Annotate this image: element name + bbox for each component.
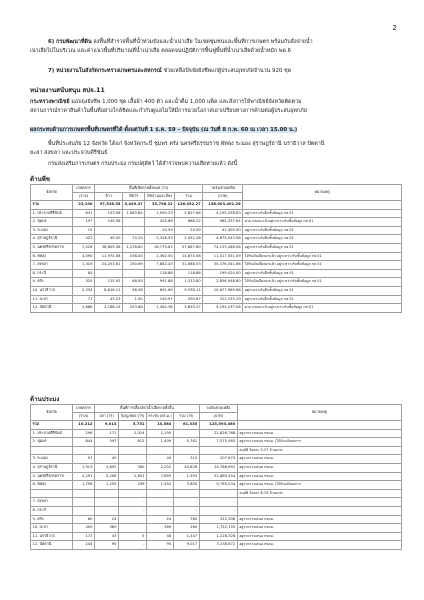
- table-cell-aid: 1,228,328: [199, 532, 237, 541]
- table-cell-aid: 24,786,891: [199, 463, 237, 472]
- table-cell-other: 61,335: [173, 421, 199, 430]
- table-cell-horti: 7,882.43: [145, 261, 175, 270]
- table-cell-farmers: 71: [73, 295, 95, 304]
- table-cell-shrimp: [119, 489, 147, 498]
- table-cell-name: 11. นราธิวาส: [31, 532, 73, 541]
- table-cell-fish: 40: [95, 455, 119, 464]
- paragraph-lead: 7) หน่วยงานในสังกัดกระทรวงเกษตรและสหกรณ์: [48, 68, 162, 74]
- page-number: 2: [392, 24, 397, 32]
- table-cell-fish: 597: [95, 438, 119, 447]
- table-cell-name: 9. ตรัง: [31, 278, 73, 287]
- table-cell-aid: 322,308: [199, 515, 237, 524]
- table-cell-horti: 155.97: [145, 295, 175, 304]
- table-row: [31, 269, 402, 278]
- table-cell-farmers: 1,913: [73, 463, 95, 472]
- table-cell-other: 1,547: [173, 532, 199, 541]
- table-cell-fish: 1,255: [95, 481, 119, 490]
- table-cell-farmers: 60: [73, 515, 95, 524]
- table-cell-farmers: 10,212: [73, 421, 95, 430]
- table-cell-note: ผ่าน กชภอ.แล้วอยู่ระหว่างรับชั้นข้อมูล กษ.01: [243, 304, 402, 313]
- table-cell-rice: 8,816.11: [95, 286, 123, 295]
- table-cell-field: [123, 269, 145, 278]
- fishery-damage-table: [30, 404, 402, 550]
- col-header-province: จังหวัด: [31, 405, 73, 421]
- table-cell-total: 126,052.27: [175, 201, 203, 210]
- table-cell-fish: -: [95, 506, 119, 515]
- table-cell-name: 6. พัทลุง: [31, 481, 73, 490]
- table-cell-other: 315: [173, 455, 199, 464]
- table-cell-shrimp: 812: [119, 438, 147, 447]
- col-header-aid-unit: (บาท): [203, 193, 243, 201]
- table-cell-note: [237, 498, 401, 507]
- table-row: [31, 243, 402, 252]
- table-cell-note: อยู่ระหว่างรับอีกชั้นข้อมูล กษ 01: [243, 235, 402, 244]
- table-cell-note: อยู่ระหว่างเสนอ กชภอ.: [237, 463, 401, 472]
- table-cell-farmers: 1,686: [73, 304, 95, 313]
- table-cell-farmers: 97: [73, 455, 95, 464]
- table-cell-horti: 691.69: [145, 286, 175, 295]
- table-cell-aid: 74,133,466.06: [203, 243, 243, 252]
- table-cell-name: 4. สุราษฎร์ธานี: [31, 463, 73, 472]
- table-cell-aid: 7,575,565: [199, 438, 237, 447]
- table-cell-name: 2. ชุมพร: [31, 438, 73, 447]
- table-cell-name: 10. ยะลา: [31, 524, 73, 533]
- table-cell-shrimp: [119, 446, 147, 455]
- table-cell-farmers: 4,090: [73, 252, 95, 261]
- table-cell-aid: [199, 446, 237, 455]
- table-cell-name: รวม: [31, 201, 73, 210]
- table-cell-aid: [199, 489, 237, 498]
- table-cell-rice: 2,186.19: [95, 304, 123, 313]
- table-cell-name: 12. ปัตตานี: [31, 541, 73, 550]
- table-row: [31, 438, 402, 447]
- table-cell-other: 760: [173, 515, 199, 524]
- table-cell-farmers: 423: [73, 235, 95, 244]
- table-cell-aid: -: [199, 498, 237, 507]
- table-cell-note: ได้รับเงินเยียวยาแล้ว อยู่ระหว่างรับชั้นข้อมูล กษ.01: [243, 252, 402, 261]
- table-cell-name: [31, 446, 73, 455]
- table-cell-total: 3,859.27: [175, 304, 203, 313]
- table-cell-farmers: 325: [73, 278, 95, 287]
- table-cell-horti: 1,462.38: [145, 304, 175, 313]
- table-cell-fish: 9,013: [95, 421, 119, 430]
- table-cell-rice: 11,974.08: [95, 252, 123, 261]
- table-cell-horti: 33,796.22: [145, 201, 175, 210]
- table-cell-total: 1,313.80: [175, 278, 203, 287]
- table-cell-aid: 10,677,985.66: [203, 286, 243, 295]
- table-cell-rice: 49.50: [95, 235, 123, 244]
- table-cell-farmers: [73, 446, 95, 455]
- table-cell-fish: 43: [95, 532, 119, 541]
- table-cell-farmers: 173: [73, 532, 95, 541]
- table-cell-cage: 15,564: [147, 421, 174, 430]
- table-cell-note: อยู่ระหว่างเสนอ กชภอ.: [237, 532, 401, 541]
- col-header-farmers-unit: (ราย): [73, 413, 95, 421]
- table-cell-total: 2,452.28: [175, 235, 203, 244]
- table-cell-cage: -: [147, 498, 174, 507]
- table-cell-total: 31,688.53: [175, 261, 203, 270]
- table-cell-total: 118.88: [175, 269, 203, 278]
- paragraph-text: เน่าเสียไปในบริเวณ และค่าแนวพื้นที่ปริมาณที่น้ำเน่าเสีย ตลอดจนปฏิบัติการฟื้นฟูพื้นที่น้ำเน่าเสียด้วยน้ำหมัก พด.6: [30, 48, 292, 55]
- table-cell-rice: 38,809.38: [95, 243, 123, 252]
- paragraph-lead: 6) กรมพัฒนาที่ดิน: [48, 39, 92, 45]
- table-cell-name: รวม: [31, 421, 73, 430]
- col-header-aid: วงเงินช่วยเหลือ: [203, 185, 243, 193]
- table-cell-other: [173, 489, 199, 498]
- table-cell-name: 3. ระนอง: [31, 226, 73, 235]
- table-cell-field: 1,278.80: [123, 243, 145, 252]
- table-cell-note: อยู่ระหว่างเสนอ กชภอ.: [237, 541, 401, 550]
- table-cell-note: ได้รับเงินเยียวยาแล้ว อยู่ระหว่างรับชั้นข้อมูล กษ 01: [243, 278, 402, 287]
- table-cell-name: 12. ปัตตานี: [31, 304, 73, 313]
- table-cell-note: อยู่ระหว่างรับอีกชั้นข้อมูล กษ 01: [243, 226, 402, 235]
- table-cell-name: 8. กระบี่: [31, 506, 73, 515]
- table-cell-aid: 35,376,541.66: [203, 261, 243, 270]
- table-cell-name: 4. สุราษฎร์ธานี: [31, 235, 73, 244]
- crops-section-title: ด้านพืช: [30, 176, 51, 183]
- col-header-area-group: พื้นที่การเลี้ยงสัตว์น้ำเสียหายทั้งสิ้น: [95, 405, 200, 413]
- table-row: [31, 532, 402, 541]
- table-cell-horti: 118.88: [145, 269, 175, 278]
- table-cell-cage: 48: [147, 532, 174, 541]
- table-cell-fish: 95: [95, 541, 119, 550]
- table-cell-cage: 7,859: [147, 472, 174, 481]
- table-cell-cage: 1,409: [147, 438, 174, 447]
- col-header-cage: กระชัง (ตร.ม.): [147, 413, 174, 421]
- table-cell-note: อยู่ระหว่างเสนอ กชภอ.: [237, 455, 401, 464]
- table-cell-name: 3. ระนอง: [31, 455, 73, 464]
- table-cell-horti: 425.86: [145, 218, 175, 227]
- table-cell-note: อยู่ระหว่างรับอีกชั้นข้อมูล กษ 01: [243, 209, 402, 218]
- table-cell-aid: 984,337.64: [203, 218, 243, 227]
- table-row: [31, 278, 402, 287]
- table-cell-shrimp: 299: [119, 481, 147, 490]
- table-cell-farmers: 23,100: [73, 201, 95, 210]
- table-cell-shrimp: 2,651: [119, 472, 147, 481]
- table-cell-shrimp: [119, 524, 147, 533]
- table-cell-note: อยู่ระหว่างรับอีกชั้นข้อมูล กษ 01: [243, 295, 402, 304]
- table-cell-note: อยู่ระหว่างเสนอ กชภอ.: [237, 524, 401, 533]
- table-cell-note: อนุมัติ ร้อยละ 3.37 ล้านบาท: [237, 446, 401, 455]
- table-cell-horti: 16,779.62: [145, 243, 175, 252]
- table-cell-total: 200.67: [175, 295, 203, 304]
- table-cell-name: 2. ชุมพร: [31, 218, 73, 227]
- table-cell-total: 24.59: [175, 226, 203, 235]
- table-cell-note: อนุมัติ ร้อยละ 8.15 ล้านบาท: [237, 489, 401, 498]
- table-row: [31, 506, 402, 515]
- table-row: [31, 489, 402, 498]
- table-cell-shrimp: -: [119, 498, 147, 507]
- table-cell-farmers: 197: [73, 218, 95, 227]
- table-cell-aid: 11,517,551.09: [203, 252, 243, 261]
- fishery-section-title: ด้านประมง: [30, 396, 60, 403]
- table-cell-fish: [95, 489, 119, 498]
- table-cell-aid: -: [199, 506, 237, 515]
- table-cell-aid: 41,405.00: [203, 226, 243, 235]
- table-cell-aid: 4,875,543.98: [203, 235, 243, 244]
- table-cell-farmers: 244: [73, 541, 95, 550]
- paragraph-text: กรมส่งเสริมการเกษตร กรมประมง กรมปศุสัตว์ ได้สำรวจพบความเสียหายแล้ว ดังนี้: [48, 161, 238, 167]
- table-cell-shrimp: -: [119, 506, 147, 515]
- paragraph-land-development: [30, 38, 402, 57]
- table-cell-cage: 40: [147, 455, 174, 464]
- table-row: [31, 261, 402, 270]
- paragraph-commerce: [30, 98, 402, 117]
- table-cell-name: 5. นครศรีธรรมราช: [31, 472, 73, 481]
- table-cell-farmers: 2,334: [73, 286, 95, 295]
- table-cell-farmers: 1,756: [73, 481, 95, 490]
- crops-damage-table: [30, 184, 402, 313]
- table-cell-other: 40,826: [173, 463, 199, 472]
- paragraph-text: สถานการณ์ราคาสินค้าในพื้นที่อย่างใกล้ชิดและกำกับดูแลไม่ให้มีการฉวยโอกาสเอาเปรียบทางการค้ามต่อผู้ประสบอุทกภัย: [30, 108, 307, 115]
- table-cell-field: [123, 218, 145, 227]
- table-cell-note: อยู่ระหว่างรับอีกชั้นข้อมูล กษ 01: [243, 243, 402, 252]
- col-header-horti: พืชสวนและอื่นๆ: [145, 193, 175, 201]
- table-cell-farmers: -: [73, 506, 95, 515]
- table-cell-fish: [95, 446, 119, 455]
- table-row: [31, 429, 402, 438]
- table-cell-cage: -: [147, 506, 174, 515]
- table-cell-aid: 2,856,948.60: [203, 278, 243, 287]
- table-cell-total: 9,338.11: [175, 286, 203, 295]
- table-cell-shrimp: 5,751: [119, 421, 147, 430]
- table-cell-farmers: 631: [73, 209, 95, 218]
- table-cell-cage: 1,554: [147, 481, 174, 490]
- table-cell-aid: 51,889,554: [199, 472, 237, 481]
- table-cell-cage: 389: [147, 524, 174, 533]
- col-header-farmers: เกษตรกร: [73, 185, 95, 193]
- table-cell-name: 10. นราธิวาส: [31, 286, 73, 295]
- table-cell-rice: 43.23: [95, 295, 123, 304]
- table-cell-name: 6. พัทลุง: [31, 252, 73, 261]
- table-cell-shrimp: [119, 515, 147, 524]
- table-cell-aid: 199,420.00: [203, 269, 243, 278]
- table-cell-field: 1.50: [123, 295, 145, 304]
- table-row: [31, 218, 402, 227]
- col-header-fish: ปลา (ไร่): [95, 413, 119, 421]
- table-cell-shrimp: 2,024: [119, 429, 147, 438]
- table-cell-fish: 24: [95, 515, 119, 524]
- paragraph-text: ยะลา สงขลา และประจวบคีรีขันธ์: [30, 150, 108, 157]
- table-cell-aid: 22,826,768: [199, 429, 237, 438]
- table-cell-note: อยู่ระหว่างเสนอ กชภอ.: [237, 429, 401, 438]
- table-cell-name: 1. ประจวบคีรีขันธ์: [31, 209, 73, 218]
- table-cell-cage: 2,195: [147, 429, 174, 438]
- paragraph-text: ช่วยเหลือปัจจัยยังชีพแก่ผู้ประสบอุทกภัยจำนวน 920 ชุด: [161, 68, 292, 74]
- table-total-row: [31, 201, 402, 210]
- paragraph-lead: กระทรวงพาณิชย์: [30, 99, 70, 105]
- table-cell-field: 5,429.47: [123, 201, 145, 210]
- table-cell-horti: 24.59: [145, 226, 175, 235]
- table-cell-aid: 3,238,672: [199, 541, 237, 550]
- col-header-farmers-unit: (ราย): [73, 193, 95, 201]
- table-cell-field: 150.69: [123, 261, 145, 270]
- table-cell-total: 666.22: [175, 218, 203, 227]
- table-cell-aid: 1,752,155: [199, 524, 237, 533]
- table-cell-farmers: -: [73, 498, 95, 507]
- table-cell-name: 1. ประจวบคีรีขันธ์: [31, 429, 73, 438]
- col-header-rice: ข้าว: [95, 193, 123, 201]
- table-cell-note: [237, 421, 401, 430]
- table-cell-farmers: 1,319: [73, 261, 95, 270]
- paragraph-text: พื้นที่ประสบภัย 12 จังหวัด ได้แก่ จังหวัดกระบี่ ชุมพร ตรัง นครศรีธรรมราช พัทลุง ระนอง สุราษฎร์ธานี นราธิวาส ปัตตานี: [48, 141, 325, 147]
- table-cell-shrimp: 360: [119, 463, 147, 472]
- table-cell-note: อยู่ระหว่างรับอีกชั้นข้อมูล กษ 01: [243, 269, 402, 278]
- table-cell-note: ได้รับเงินเยียวยาแล้ว อยู่ระหว่างรับชั้นข้อมูล กษ 01: [243, 261, 402, 270]
- table-cell-shrimp: 5: [119, 532, 147, 541]
- table-cell-other: 5,761: [173, 438, 199, 447]
- col-header-note: หมายเหตุ: [237, 405, 401, 421]
- table-cell-farmers: 84: [73, 269, 95, 278]
- table-row: [31, 481, 402, 490]
- table-cell-note: อยู่ระหว่างเสนอ กชภอ. (ได้รับแจ้งผลการ: [237, 438, 401, 447]
- table-row: [31, 209, 402, 218]
- table-cell-aid: 207,675: [199, 455, 237, 464]
- table-cell-fish: 389: [95, 524, 119, 533]
- col-header-province: จังหวัด: [31, 185, 73, 201]
- table-cell-farmers: 4,291: [73, 472, 95, 481]
- table-cell-rice: 153.58: [95, 209, 123, 218]
- paragraph-affected-provinces: [30, 140, 402, 159]
- table-cell-other: 260: [173, 524, 199, 533]
- table-row: [31, 455, 402, 464]
- table-cell-name: 9. ตรัง: [31, 515, 73, 524]
- table-cell-cage: 24: [147, 515, 174, 524]
- table-cell-aid: 125,593,460: [199, 421, 237, 430]
- table-row: [31, 304, 402, 313]
- table-cell-shrimp: [119, 455, 147, 464]
- table-total-row: [31, 421, 402, 430]
- paragraph-text: ลงพื้นที่สำรวจพื้นที่น้ำท่วมขังและน้ำเน่าเสีย ในเขตชุมชนและพื้นที่การเกษตร พร้อมกับสั่งจ่ายน้ำ: [91, 39, 313, 45]
- col-header-shrimp: กุ้ง/ปู/หอย (ไร่): [119, 413, 147, 421]
- table-cell-field: 253.88: [123, 304, 145, 313]
- table-row: [31, 235, 402, 244]
- table-cell-note: [237, 506, 401, 515]
- table-cell-farmers: 409: [73, 524, 95, 533]
- col-header-aid: วงเงินช่วยเหลือ: [199, 405, 237, 413]
- table-cell-rice: 24,253.61: [95, 261, 123, 270]
- table-cell-name: 11. ยะลา: [31, 295, 73, 304]
- table-row: [31, 524, 402, 533]
- col-header-area-group: พื้นที่เสียหายทั้งหมด (ไร่): [95, 185, 203, 193]
- table-cell-farmers: 7,026: [73, 243, 95, 252]
- col-header-total: รวม: [175, 193, 203, 201]
- table-row: [31, 515, 402, 524]
- table-cell-fish: 5,208: [95, 472, 119, 481]
- paragraph-text: มอบถุงยังชีพ 1,000 ชุด เสื้อผ้า 400 ตัว และน้ำดื่ม 1,000 แพ็ค และสั่งการให้พาณิชย์จังหวัดติดตาม: [69, 99, 302, 105]
- table-row: [31, 226, 402, 235]
- table-cell-name: [31, 489, 73, 498]
- table-row: [31, 295, 402, 304]
- table-cell-note: อยู่ระหว่างรับอีกชั้นข้อมูล กษ 01: [243, 286, 402, 295]
- table-cell-other: 1,593: [173, 472, 199, 481]
- support-heading: หน่วยงานสนับสนุน สปจ.11: [30, 87, 105, 94]
- table-cell-name: 7. สงขลา: [31, 498, 73, 507]
- table-cell-aid: 5,194,237.06: [203, 304, 243, 313]
- impact-heading: ผลกระทบด้านการเกษตรพื้นที่เกษตรที่ได้ ตั้งแต่วันที่ 1 ธ.ค. 59 – ปัจจุบัน (ณ วันที่ 8 ก.พ. 60 ณ เวลา 15.00 น.): [30, 127, 298, 133]
- impact-heading-wrap: [30, 126, 402, 135]
- table-cell-other: 3,800: [173, 481, 199, 490]
- table-cell-rice: [95, 226, 123, 235]
- table-cell-rice: 97,526.35: [95, 201, 123, 210]
- col-header-field: พืชไร่: [123, 193, 145, 201]
- table-cell-other: 9,017: [173, 541, 199, 550]
- table-cell-total: 14,874.58: [175, 252, 203, 261]
- col-header-aid-unit: (บาท): [199, 413, 237, 421]
- table-cell-note: อยู่ระหว่างเสนอ กชภอ.: [237, 472, 401, 481]
- table-cell-field: [123, 226, 145, 235]
- table-row: [31, 286, 402, 295]
- table-cell-name: 5. นครศรีธรรมราช: [31, 243, 73, 252]
- table-cell-other: -: [173, 498, 199, 507]
- table-cell-fish: 171: [95, 429, 119, 438]
- table-cell-total: 57,867.80: [175, 243, 203, 252]
- table-cell-aid: 312,155.29: [203, 295, 243, 304]
- table-cell-rice: 245.36: [95, 218, 123, 227]
- col-header-other: รวม (ไร่): [173, 413, 199, 421]
- table-cell-name: 8. กระบี่: [31, 269, 73, 278]
- table-cell-horti: 2,362.50: [145, 252, 175, 261]
- table-cell-name: 7. สงขลา: [31, 261, 73, 270]
- table-cell-farmers: 15: [73, 226, 95, 235]
- table-row: [31, 498, 402, 507]
- table-cell-aid: 9,765,534: [199, 481, 237, 490]
- table-cell-field: 68.00: [123, 278, 145, 287]
- table-cell-fish: 1,892: [95, 463, 119, 472]
- table-cell-field: 1,083.85: [123, 209, 145, 218]
- paragraph-ministry-units: [30, 67, 402, 76]
- table-row: [31, 541, 402, 550]
- col-header-note: หมายเหตุ: [243, 185, 402, 201]
- table-cell-cage: [147, 489, 174, 498]
- table-cell-farmers: 844: [73, 438, 95, 447]
- table-cell-note: ผ่าน กชภอ.แล้วอยู่ระหว่างรับชั้นข้อมูล กษ.01: [243, 218, 402, 227]
- table-row: [31, 463, 402, 472]
- paragraph-survey: [30, 160, 402, 169]
- table-cell-total: 2,827.66: [175, 209, 203, 218]
- table-cell-note: อยู่ระหว่างเสนอ กชภอ.: [237, 515, 401, 524]
- table-cell-field: 36.58: [123, 286, 145, 295]
- table-cell-farmers: [73, 489, 95, 498]
- table-cell-aid: 4,195,258.83: [203, 209, 243, 218]
- table-cell-horti: 2,328.53: [145, 235, 175, 244]
- table-cell-field: 74.25: [123, 235, 145, 244]
- table-row: [31, 252, 402, 261]
- table-row: [31, 472, 402, 481]
- col-header-farmers: เกษตรกร: [73, 405, 95, 413]
- table-cell-farmers: 296: [73, 429, 95, 438]
- table-cell-other: [173, 446, 199, 455]
- table-cell-note: [243, 201, 402, 210]
- table-cell-other: [173, 429, 199, 438]
- table-cell-shrimp: -: [119, 541, 147, 550]
- table-cell-rice: 215.92: [95, 278, 123, 287]
- table-cell-fish: -: [95, 498, 119, 507]
- table-cell-horti: 991.88: [145, 278, 175, 287]
- table-cell-field: 538.00: [123, 252, 145, 261]
- table-cell-horti: 1,590.23: [145, 209, 175, 218]
- table-cell-cage: [147, 446, 174, 455]
- table-cell-note: อยู่ระหว่างเสนอ กชภอ. (ได้รับแจ้งผลการ: [237, 481, 401, 490]
- table-cell-rice: [95, 269, 123, 278]
- table-cell-cage: 95: [147, 541, 174, 550]
- table-cell-aid: 158,003,401.26: [203, 201, 243, 210]
- table-cell-other: -: [173, 506, 199, 515]
- table-cell-cage: 2,252: [147, 463, 174, 472]
- table-row: [31, 446, 402, 455]
